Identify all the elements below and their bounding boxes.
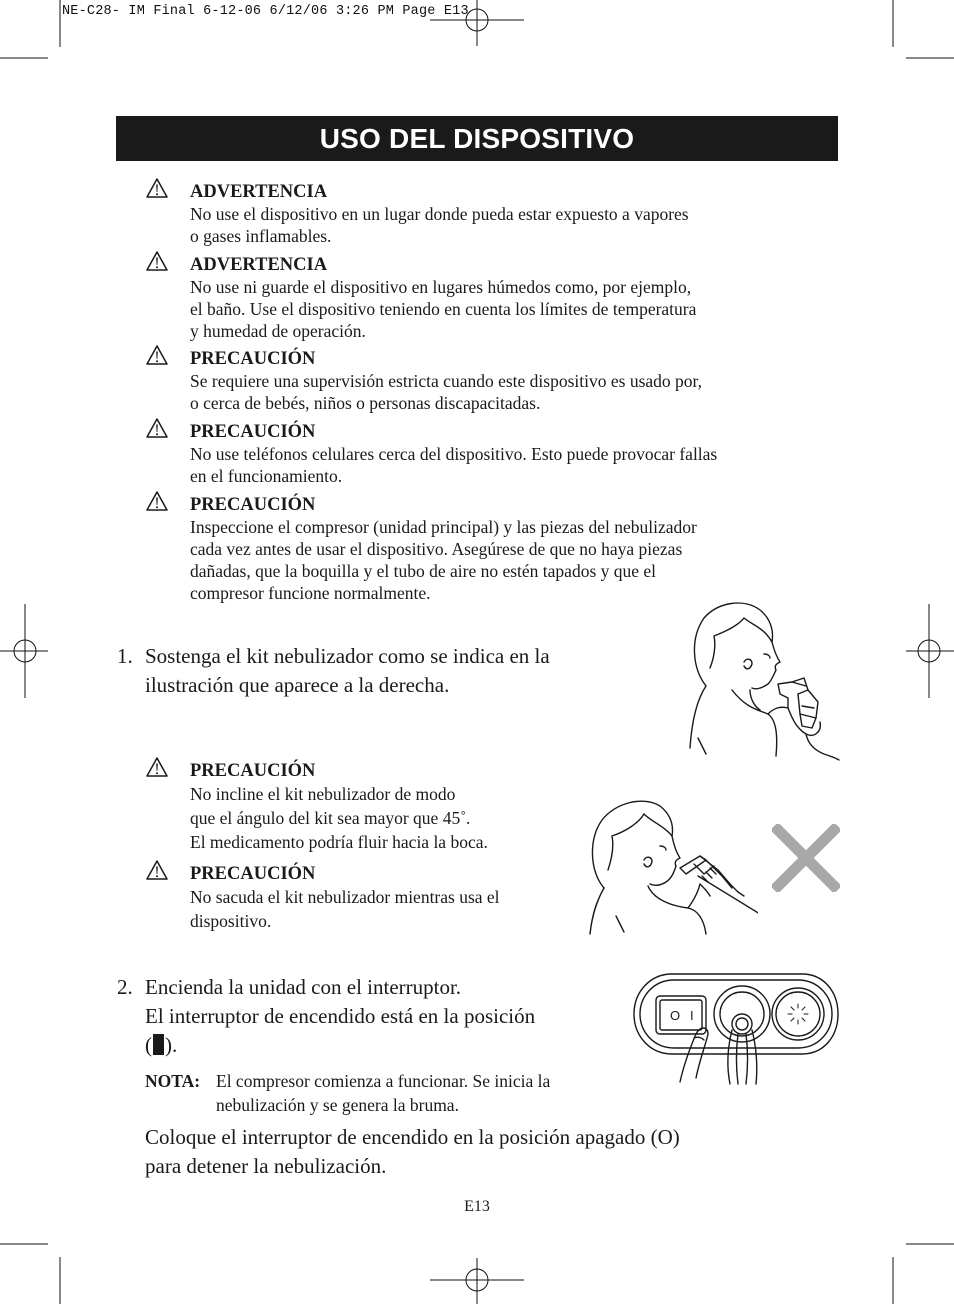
print-slug: NE-C28- IM Final 6-12-06 6/12/06 3:26 PM Page E13: [62, 4, 469, 19]
notice-warning-vapors: [190, 181, 689, 247]
closing-text-line: Coloque el interruptor de encendido en la posición apagado (O): [145, 1125, 680, 1149]
step-2-text: [145, 973, 535, 1060]
warning-triangle-icon: [146, 860, 168, 880]
incorrect-x-mark-icon: [772, 824, 840, 892]
notice-caution-tilt: [190, 760, 488, 854]
notice-text-line: No incline el kit nebulizador de modo: [190, 784, 456, 804]
notice-heading: PRECAUCIÓN: [190, 864, 316, 884]
closing-text-line: para detener la nebulización.: [145, 1154, 387, 1178]
notice-text-line: No use el dispositivo en un lugar donde pueda estar expuesto a vapores: [190, 204, 689, 224]
step-text-line: Encienda la unidad con el interruptor.: [145, 975, 462, 999]
notice-heading: PRECAUCIÓN: [190, 349, 316, 369]
nota-label: NOTA:: [145, 1071, 201, 1091]
warning-triangle-icon: [146, 251, 168, 271]
girl-holding-nebulizer-illustration: [684, 598, 840, 762]
notice-text-line: y humedad de operación.: [190, 321, 366, 341]
step-text-line: [145, 1031, 535, 1060]
page-number: E13: [464, 1198, 490, 1215]
warning-triangle-icon: [146, 491, 168, 511]
notice-heading: ADVERTENCIA: [190, 255, 328, 275]
step-text-line: ilustración que aparece a la derecha.: [145, 673, 450, 697]
step-2-number: 2.: [117, 975, 133, 999]
notice-text-line: o gases inflamables.: [190, 226, 332, 246]
notice-text-line: compresor funcione normalmente.: [190, 583, 431, 603]
notice-text-line: cada vez antes de usar el dispositivo. Asegúrese de que no haya piezas: [190, 539, 683, 559]
girl-tilting-nebulizer-illustration: [588, 796, 758, 936]
notice-text-line: Inspeccione el compresor (unidad principal) y las piezas del nebulizador: [190, 517, 697, 537]
notice-text-line: No sacuda el kit nebulizador mientras usa el: [190, 887, 500, 907]
step-1-number: 1.: [117, 644, 133, 668]
section-title-bar: [116, 116, 838, 161]
symbol-open-paren: (: [145, 1033, 152, 1057]
closing-instruction: [145, 1123, 680, 1181]
notice-text-line: en el funcionamiento.: [190, 466, 343, 486]
notice-heading: PRECAUCIÓN: [190, 495, 316, 515]
notice-text-line: No use ni guarde el dispositivo en lugares húmedos como, por ejemplo,: [190, 277, 692, 297]
notice-heading: PRECAUCIÓN: [190, 761, 316, 781]
compressor-switch-illustration: [632, 972, 840, 1086]
notice-text-line: Se requiere una supervisión estricta cuando este dispositivo es usado por,: [190, 371, 703, 391]
symbol-close-paren: ).: [165, 1033, 178, 1057]
notice-text-line: dañadas, que la boquilla y el tubo de aire no estén tapados y que el: [190, 561, 657, 581]
notice-text-line: o cerca de bebés, niños o personas discapacitadas.: [190, 393, 541, 413]
nota-text: [216, 1069, 550, 1117]
notice-caution-supervision: [190, 348, 702, 414]
warning-triangle-icon: [146, 178, 168, 198]
warning-triangle-icon: [146, 418, 168, 438]
nota-text-line: nebulización y se genera la bruma.: [216, 1095, 459, 1115]
notice-text-line: que el ángulo del kit sea mayor que 45˚.: [190, 808, 471, 828]
nota-text-line: El compresor comienza a funcionar. Se inicia la: [216, 1071, 551, 1091]
notice-text-line: No use teléfonos celulares cerca del dispositivo. Esto puede provocar fallas: [190, 444, 718, 464]
switch-on-label: I: [690, 1008, 694, 1023]
power-on-symbol-icon: [153, 1034, 164, 1055]
notice-caution-shake: [190, 863, 500, 933]
warning-triangle-icon: [146, 757, 168, 777]
notice-caution-inspect: [190, 494, 697, 604]
notice-caution-phones: [190, 421, 717, 487]
notice-text-line: el baño. Use el dispositivo teniendo en cuenta los límites de temperatura: [190, 299, 697, 319]
switch-off-label: O: [670, 1008, 681, 1023]
warning-triangle-icon: [146, 345, 168, 365]
section-title: USO DEL DISPOSITIVO: [319, 123, 635, 154]
notice-text-line: dispositivo.: [190, 911, 272, 931]
step-1-text: [145, 642, 550, 700]
notice-heading: PRECAUCIÓN: [190, 422, 316, 442]
notice-warning-humidity: [190, 254, 696, 342]
step-text-line: Sostenga el kit nebulizador como se indica en la: [145, 644, 550, 668]
notice-text-line: El medicamento podría fluir hacia la boca.: [190, 832, 488, 852]
notice-heading: ADVERTENCIA: [190, 182, 328, 202]
step-text-line: El interruptor de encendido está en la posición: [145, 1004, 536, 1028]
